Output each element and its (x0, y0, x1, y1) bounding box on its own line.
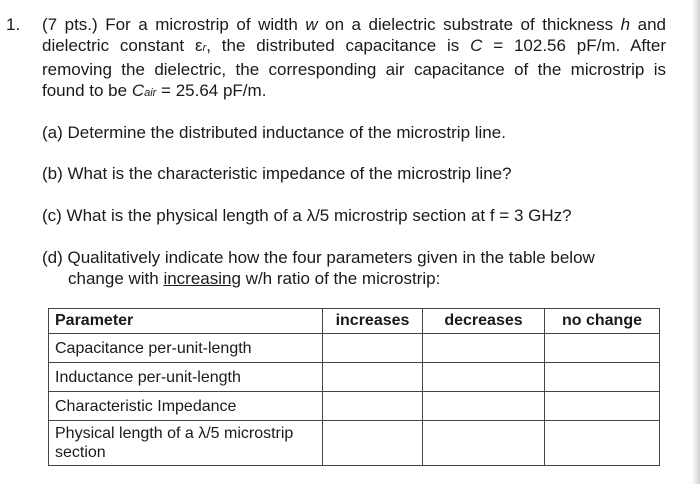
air-subscript: air (144, 87, 157, 99)
cell-no-change[interactable] (545, 363, 660, 392)
page-edge-shadow (692, 0, 700, 484)
row-label: Characteristic Impedance (49, 392, 323, 421)
table-row (49, 392, 660, 421)
intro-text-c: and dielectric constant ε (42, 15, 666, 55)
table-row (49, 421, 660, 466)
part-a: (a) Determine the distributed inductance of the microstrip line. (42, 123, 506, 142)
part-d-text-b: w/h ratio of the microstrip: (240, 269, 441, 288)
row-label: Inductance per-unit-length (49, 363, 323, 392)
cell-increases[interactable] (323, 363, 423, 392)
intro-text-e: = 102.56 pF/m. After removing the dielectric, the corresponding air capacitance of the microstrip is found to be (42, 36, 666, 100)
cell-decreases[interactable] (423, 421, 545, 466)
part-d-underlined: increasing (163, 269, 241, 288)
intro-text-a: (7 pts.) For a microstrip of width (42, 15, 306, 34)
cell-increases[interactable] (323, 392, 423, 421)
parameter-table (48, 308, 660, 466)
cell-no-change[interactable] (545, 421, 660, 466)
width-symbol: w (305, 15, 318, 34)
table-row (49, 363, 660, 392)
capacitance-symbol: C (470, 36, 483, 55)
intro-text-f: = 25.64 pF/m. (156, 81, 267, 100)
cell-increases[interactable] (323, 421, 423, 466)
part-d-line1: (d) Qualitatively indicate how the four parameters given in the table below (42, 248, 595, 267)
row-label: Physical length of a λ/5 microstrip section (49, 421, 323, 466)
row-label: Capacitance per-unit-length (49, 334, 323, 363)
intro-text-d: , the distributed capacitance is (206, 36, 471, 55)
table-header-row (49, 309, 660, 334)
table-row (49, 334, 660, 363)
cell-increases[interactable] (323, 334, 423, 363)
cell-no-change[interactable] (545, 334, 660, 363)
part-c: (c) What is the physical length of a λ/5 microstrip section at f = 3 GHz? (42, 206, 572, 225)
cell-decreases[interactable] (423, 334, 545, 363)
air-capacitance-symbol: C (131, 81, 145, 100)
header-no-change: no change (545, 309, 660, 334)
header-parameter: Parameter (49, 309, 323, 334)
cell-decreases[interactable] (423, 392, 545, 421)
part-b: (b) What is the characteristic impedance of the microstrip line? (42, 164, 512, 183)
thickness-symbol: h (620, 15, 631, 34)
part-d (42, 247, 666, 289)
cell-decreases[interactable] (423, 363, 545, 392)
header-decreases: decreases (423, 309, 545, 334)
header-increases: increases (323, 309, 423, 334)
question-intro (42, 14, 666, 104)
question-number: 1. (6, 15, 21, 34)
part-d-text-a: change with (68, 269, 164, 288)
part-d-line2 (42, 268, 666, 289)
cell-no-change[interactable] (545, 392, 660, 421)
intro-text-b: on a dielectric substrate of thickness (317, 15, 621, 34)
epsilon-subscript: r (202, 42, 207, 54)
